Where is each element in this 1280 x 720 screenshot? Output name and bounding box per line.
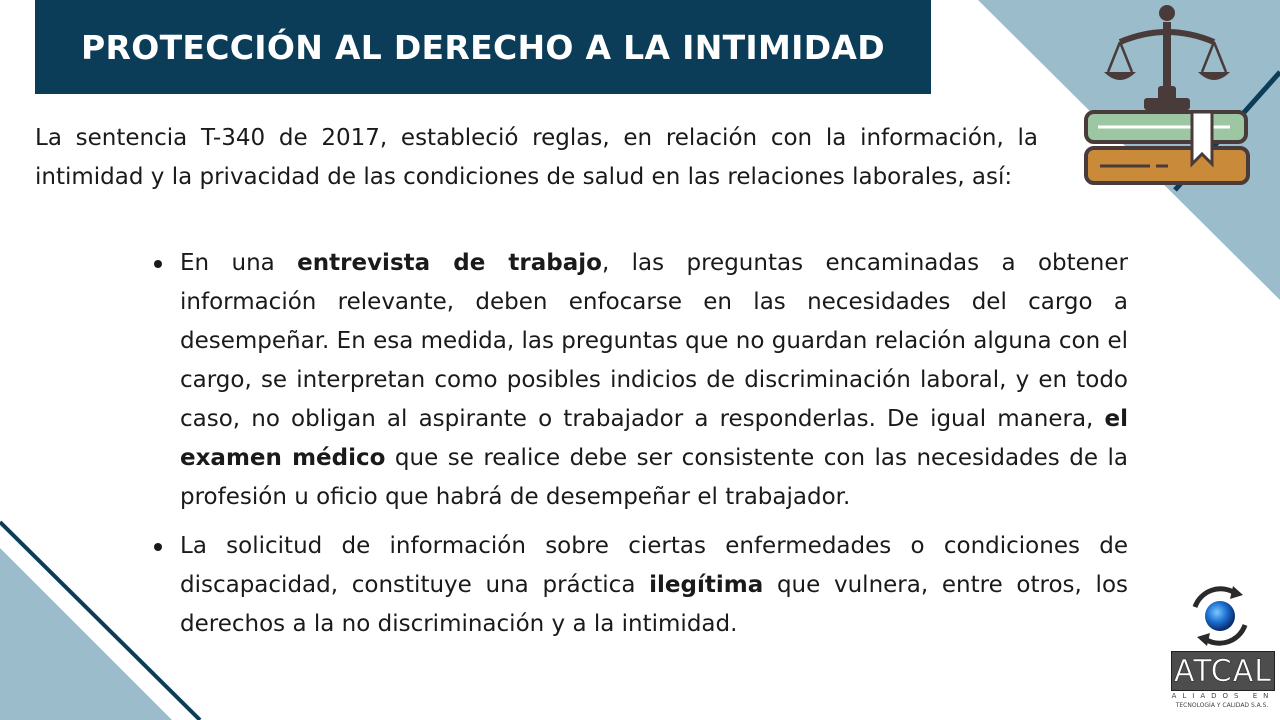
- logo-tagline: ALIADOS EN: [1171, 692, 1275, 700]
- title-bar: [35, 0, 931, 94]
- bullet-dot: [154, 260, 162, 268]
- bullet-text: que vulnera, entre otros, los derechos a la no discriminación y a la intimidad.: [180, 572, 1128, 637]
- bullet-bold-text: el examen médico: [180, 406, 1128, 471]
- intro-paragraph: La sentencia T-340 de 2017, estableció reglas, en relación con la información, la intimidad y la privacidad de las condiciones de salud en las relaciones laborales, así:: [35, 125, 1038, 190]
- company-logo: [1165, 585, 1275, 715]
- bullet-bold-text: ilegítima: [649, 572, 764, 598]
- bullet-dot: [154, 543, 162, 551]
- bottom-left-triangle: [0, 548, 172, 720]
- logo-tagline-company: TECNOLOGÍA Y CALIDAD S.A.S.: [1175, 702, 1269, 709]
- bullet-text: En una: [180, 250, 298, 276]
- circular-arrows-globe-icon: [1183, 585, 1257, 647]
- slide-title: PROTECCIÓN AL DERECHO A LA INTIMIDAD: [81, 27, 885, 67]
- scales-on-books-icon: [1080, 0, 1260, 190]
- bullet-list: [150, 244, 1128, 644]
- bullet-text: , las preguntas encaminadas a obtener información relevante, deben enfocarse en las necesidades del cargo a desempeñar. En esa medida, las preguntas que no guardan relación alguna con el cargo, se interpretan como posibles indicios de discriminación laboral, y en todo caso, no obligan al aspirante o trabajador a responderlas. De igual manera,: [180, 250, 1129, 432]
- bullet-bold-text: entrevista de trabajo: [297, 250, 602, 276]
- bullet-item-disability: [150, 527, 1128, 644]
- logo-wordmark-box: [1171, 651, 1275, 691]
- bullet-text: que se realice debe ser consistente con las necesidades de la profesión u oficio que habrá de desempeñar el trabajador.: [180, 445, 1128, 510]
- logo-wordmark: ATCAL: [1174, 653, 1272, 689]
- bullet-text: La solicitud de información sobre ciertas enfermedades o condiciones de discapacidad, constituye una práctica: [180, 533, 1128, 598]
- bullet-item-interview: [150, 244, 1128, 517]
